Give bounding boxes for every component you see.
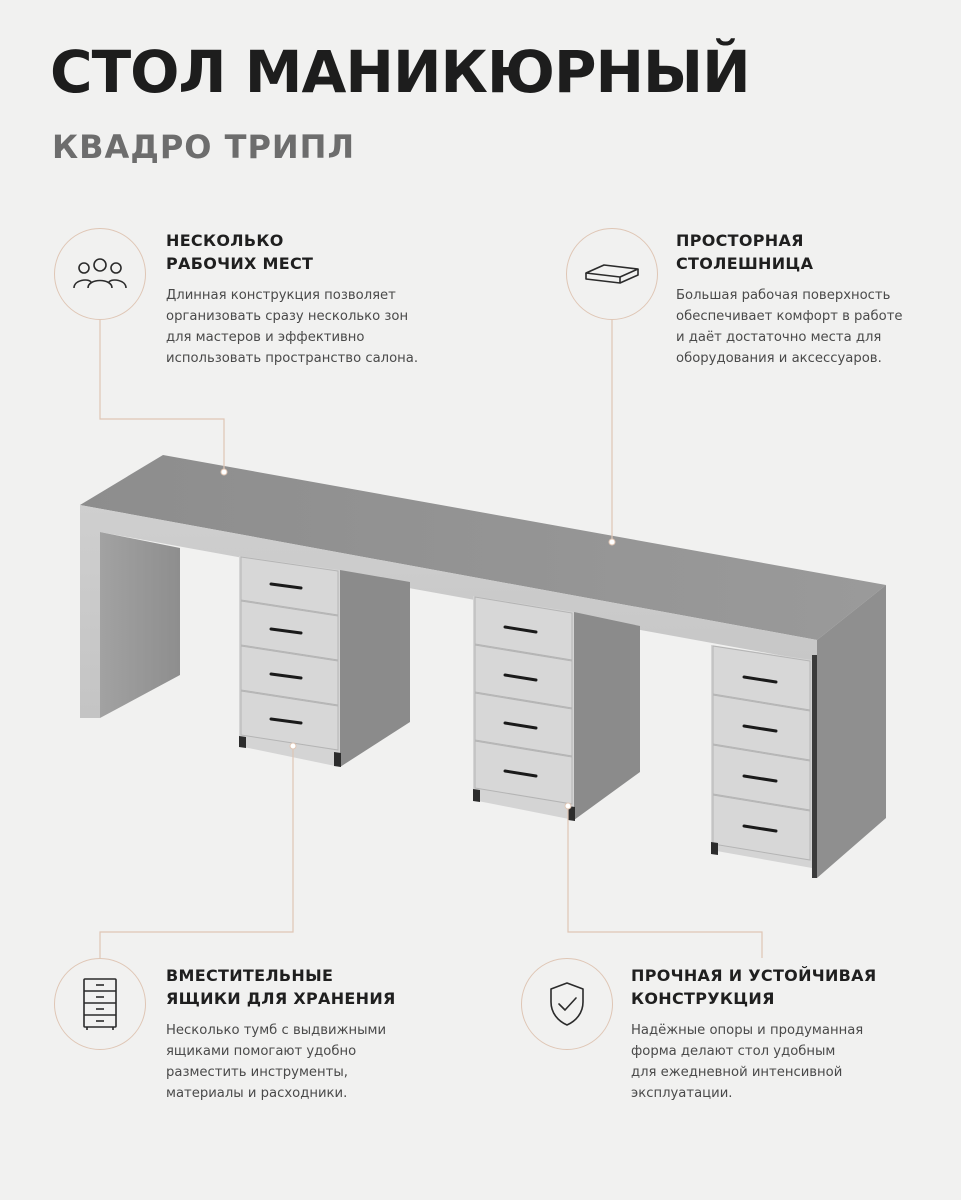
tabletop-slab-icon xyxy=(582,259,642,289)
tabletop-icon-circle xyxy=(566,228,658,320)
durability-icon-circle xyxy=(521,958,613,1050)
marker-dot-storage xyxy=(290,743,296,749)
storage-description: Несколько тумб с выдвижными ящиками помогают удобно разместить инструменты, материалы и расходники. xyxy=(166,1023,387,1101)
durability-title: ПРОЧНАЯ И УСТОЙЧИВАЯ КОНСТРУКЦИЯ xyxy=(631,966,877,1008)
storage-icon-circle xyxy=(54,958,146,1050)
workplaces-title: НЕСКОЛЬКО РАБОЧИХ МЕСТ xyxy=(166,231,314,273)
marker-dot-tabletop xyxy=(609,539,615,545)
tabletop-description: Большая рабочая поверхность обеспечивает комфорт в работе и даёт достаточно места для оборудования и аксессуаров. xyxy=(676,288,903,366)
pedestal-3 xyxy=(711,645,812,868)
pedestal-1 xyxy=(239,556,410,767)
marker-dot-durability xyxy=(565,803,571,809)
connector-storage xyxy=(100,746,293,958)
people-group-icon xyxy=(70,254,130,294)
page-title: СТОЛ МАНИКЮРНЫЙ xyxy=(50,38,750,106)
durability-description: Надёжные опоры и продуманная форма делают стол удобным для ежедневной интенсивной эксплуатации. xyxy=(631,1023,864,1101)
workplaces-description: Длинная конструкция позволяет организовать сразу несколько зон для мастеров и эффективно использовать пространство салона. xyxy=(166,288,419,366)
left-leg-inner xyxy=(100,532,180,718)
pedestal-2 xyxy=(473,596,640,821)
right-end-panel-front xyxy=(812,655,817,878)
page-subtitle: КВАДРО ТРИПЛ xyxy=(52,128,356,166)
storage-title: ВМЕСТИТЕЛЬНЫЕ ЯЩИКИ ДЛЯ ХРАНЕНИЯ xyxy=(166,966,396,1008)
tabletop-title: ПРОСТОРНАЯ СТОЛЕШНИЦА xyxy=(676,231,814,273)
shield-check-icon xyxy=(547,980,587,1028)
connector-lines xyxy=(100,320,762,958)
marker-dot-workplaces xyxy=(221,469,227,475)
workplaces-icon-circle xyxy=(54,228,146,320)
drawer-cabinet-icon xyxy=(80,976,120,1032)
